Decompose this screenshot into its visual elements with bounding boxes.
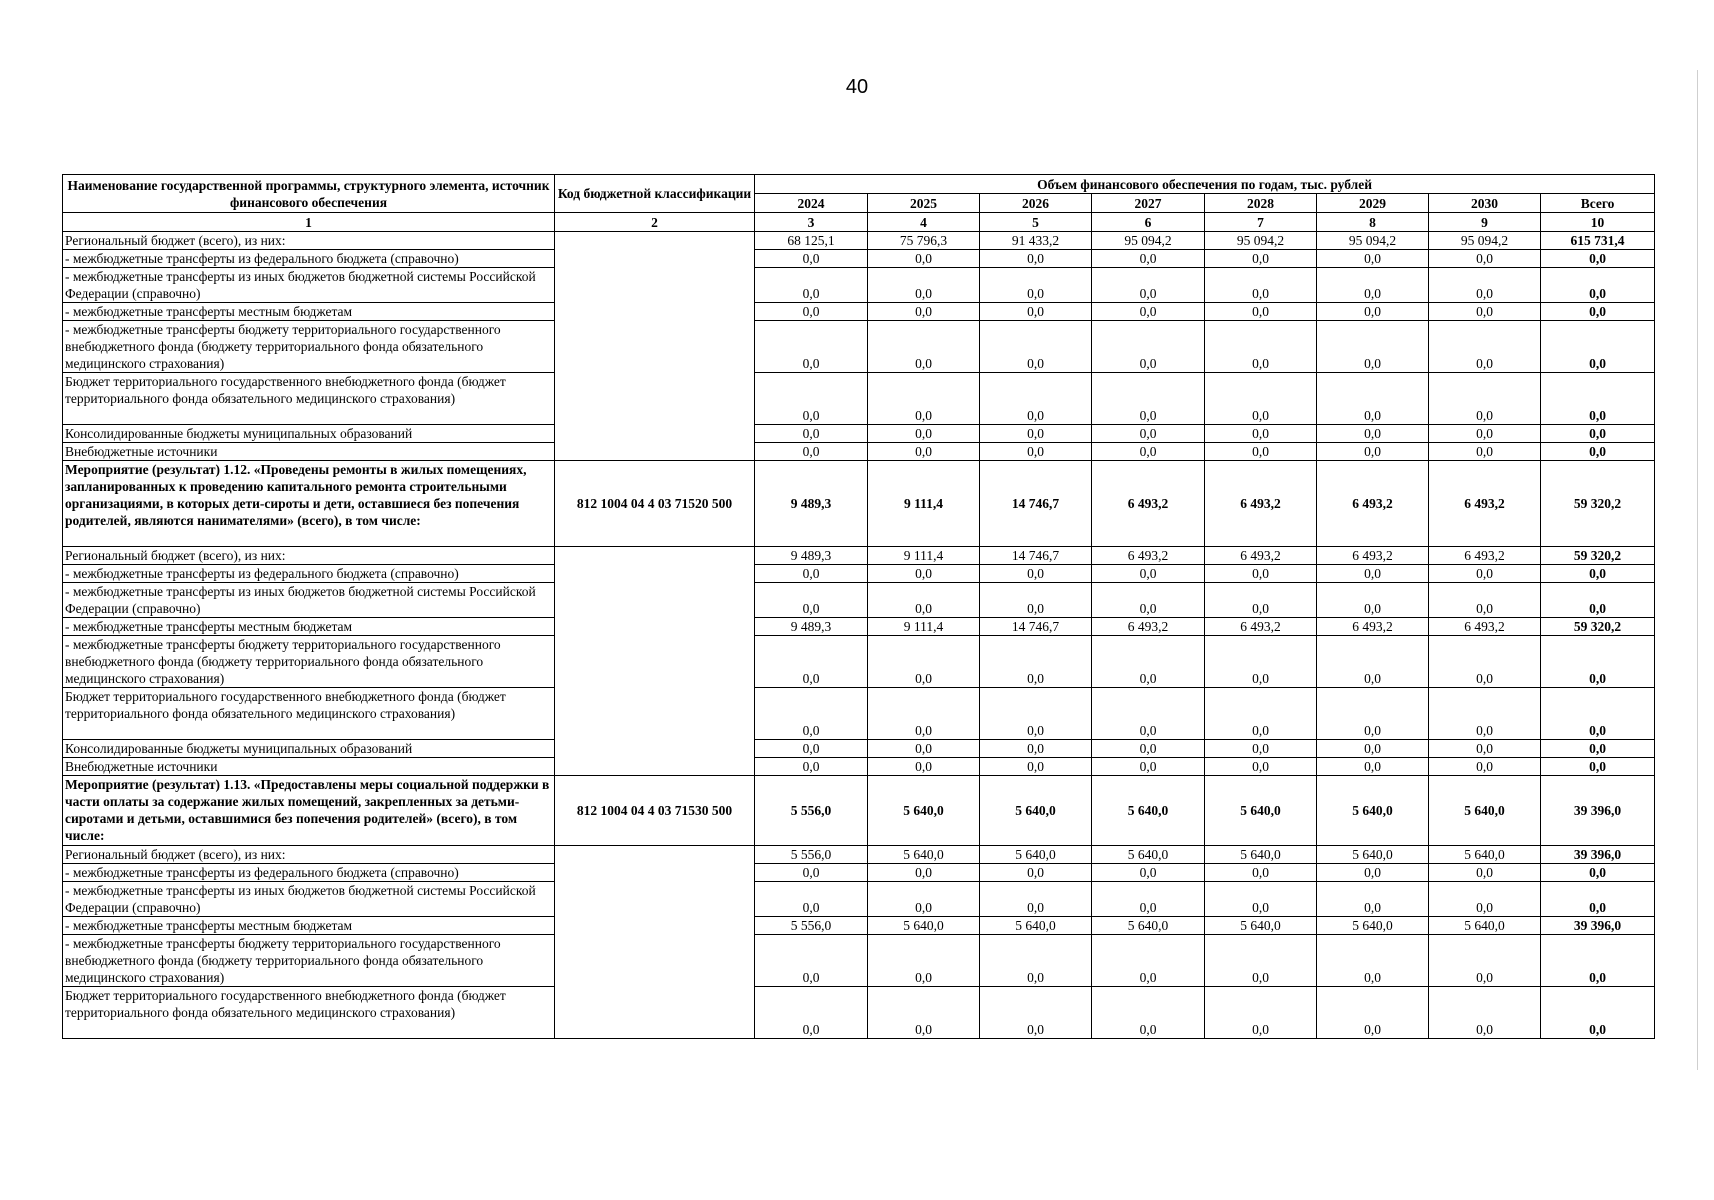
header-year: 2030 — [1429, 194, 1541, 213]
value-cell: 0,0 — [868, 688, 980, 740]
value-cell: 0,0 — [755, 636, 868, 688]
table-row — [63, 864, 1655, 882]
total-cell: 59 320,2 — [1541, 461, 1655, 547]
value-cell: 5 640,0 — [1317, 917, 1429, 935]
row-name: - межбюджетные трансферты из иных бюджетов бюджетной системы Российской Федерации (справочно) — [63, 583, 555, 618]
row-name: Внебюджетные источники — [63, 443, 555, 461]
value-cell: 0,0 — [1205, 583, 1317, 618]
value-cell: 0,0 — [980, 321, 1092, 373]
value-cell: 0,0 — [1092, 758, 1205, 776]
value-cell: 0,0 — [1092, 443, 1205, 461]
value-cell: 0,0 — [1317, 268, 1429, 303]
value-cell: 0,0 — [755, 987, 868, 1039]
value-cell: 0,0 — [1317, 758, 1429, 776]
value-cell: 5 640,0 — [1317, 776, 1429, 846]
value-cell: 0,0 — [1429, 882, 1541, 917]
total-cell: 0,0 — [1541, 443, 1655, 461]
table-row — [63, 232, 1655, 250]
row-name: - межбюджетные трансферты бюджету территориального государственного внебюджетного фонда (бюджету территориального фонда обязательного медицинского страхования) — [63, 636, 555, 688]
value-cell: 0,0 — [1429, 583, 1541, 618]
value-cell: 0,0 — [1429, 740, 1541, 758]
column-number: 9 — [1429, 213, 1541, 232]
value-cell: 9 111,4 — [868, 547, 980, 565]
value-cell: 0,0 — [980, 636, 1092, 688]
value-cell: 0,0 — [1092, 425, 1205, 443]
funding-table-container — [62, 174, 1654, 1039]
column-number: 4 — [868, 213, 980, 232]
value-cell: 0,0 — [1317, 636, 1429, 688]
row-name: - межбюджетные трансферты бюджету территориального государственного внебюджетного фонда (бюджету территориального фонда обязательного медицинского страхования) — [63, 321, 555, 373]
value-cell: 9 489,3 — [755, 461, 868, 547]
value-cell: 0,0 — [1092, 321, 1205, 373]
value-cell: 0,0 — [755, 268, 868, 303]
column-number: 8 — [1317, 213, 1429, 232]
column-number: 7 — [1205, 213, 1317, 232]
value-cell: 0,0 — [1317, 321, 1429, 373]
total-cell: 0,0 — [1541, 740, 1655, 758]
value-cell: 0,0 — [980, 565, 1092, 583]
total-cell: 0,0 — [1541, 565, 1655, 583]
table-row — [63, 565, 1655, 583]
total-cell: 59 320,2 — [1541, 547, 1655, 565]
value-cell: 0,0 — [1205, 425, 1317, 443]
column-number: 6 — [1092, 213, 1205, 232]
funding-table — [62, 174, 1655, 1039]
value-cell: 0,0 — [1205, 321, 1317, 373]
value-cell: 0,0 — [868, 987, 980, 1039]
value-cell: 0,0 — [868, 373, 980, 425]
value-cell: 5 640,0 — [980, 776, 1092, 846]
table-row — [63, 758, 1655, 776]
value-cell: 0,0 — [1092, 250, 1205, 268]
total-cell: 0,0 — [1541, 864, 1655, 882]
value-cell: 6 493,2 — [1205, 461, 1317, 547]
value-cell: 0,0 — [755, 425, 868, 443]
table-row — [63, 618, 1655, 636]
value-cell: 0,0 — [1317, 425, 1429, 443]
table-row — [63, 583, 1655, 618]
page-number: 40 — [845, 76, 869, 98]
column-number: 3 — [755, 213, 868, 232]
table-row — [63, 935, 1655, 987]
event-row — [63, 461, 1655, 547]
table-row — [63, 846, 1655, 864]
value-cell: 0,0 — [1429, 758, 1541, 776]
table-row — [63, 917, 1655, 935]
row-name: Бюджет территориального государственного внебюджетного фонда (бюджет территориального фонда обязательного медицинского страхования) — [63, 987, 555, 1039]
value-cell: 0,0 — [1429, 321, 1541, 373]
table-row — [63, 443, 1655, 461]
value-cell: 5 640,0 — [1092, 776, 1205, 846]
table-row — [63, 740, 1655, 758]
value-cell: 0,0 — [1317, 882, 1429, 917]
value-cell: 0,0 — [1317, 373, 1429, 425]
value-cell: 0,0 — [1429, 864, 1541, 882]
value-cell: 5 556,0 — [755, 846, 868, 864]
value-cell: 0,0 — [980, 740, 1092, 758]
value-cell: 5 640,0 — [1092, 917, 1205, 935]
total-cell: 0,0 — [1541, 882, 1655, 917]
value-cell: 6 493,2 — [1317, 618, 1429, 636]
value-cell: 0,0 — [868, 935, 980, 987]
value-cell: 0,0 — [980, 443, 1092, 461]
header-year: 2029 — [1317, 194, 1429, 213]
total-cell: 0,0 — [1541, 303, 1655, 321]
value-cell: 14 746,7 — [980, 461, 1092, 547]
value-cell: 0,0 — [1429, 987, 1541, 1039]
row-name: Консолидированные бюджеты муниципальных образований — [63, 425, 555, 443]
total-cell: 0,0 — [1541, 935, 1655, 987]
value-cell: 0,0 — [1317, 303, 1429, 321]
value-cell: 0,0 — [980, 864, 1092, 882]
row-name: - межбюджетные трансферты из иных бюджетов бюджетной системы Российской Федерации (справочно) — [63, 268, 555, 303]
value-cell: 0,0 — [868, 250, 980, 268]
table-row — [63, 882, 1655, 917]
row-name: - межбюджетные трансферты местным бюджетам — [63, 917, 555, 935]
value-cell: 0,0 — [1092, 987, 1205, 1039]
value-cell: 5 640,0 — [1429, 917, 1541, 935]
value-cell: 0,0 — [1317, 565, 1429, 583]
total-cell: 0,0 — [1541, 987, 1655, 1039]
value-cell: 5 640,0 — [1429, 846, 1541, 864]
value-cell: 5 556,0 — [755, 917, 868, 935]
budget-code-empty — [555, 547, 755, 776]
header-year: 2024 — [755, 194, 868, 213]
value-cell: 0,0 — [1317, 864, 1429, 882]
row-name: Бюджет территориального государственного внебюджетного фонда (бюджет территориального фонда обязательного медицинского страхования) — [63, 373, 555, 425]
row-name: Бюджет территориального государственного внебюджетного фонда (бюджет территориального фонда обязательного медицинского страхования) — [63, 688, 555, 740]
table-row — [63, 688, 1655, 740]
value-cell: 0,0 — [755, 688, 868, 740]
value-cell: 0,0 — [1205, 565, 1317, 583]
value-cell: 6 493,2 — [1205, 618, 1317, 636]
total-cell: 0,0 — [1541, 321, 1655, 373]
value-cell: 0,0 — [868, 758, 980, 776]
value-cell: 75 796,3 — [868, 232, 980, 250]
value-cell: 0,0 — [1429, 373, 1541, 425]
value-cell: 0,0 — [980, 373, 1092, 425]
row-name: - межбюджетные трансферты из федерального бюджета (справочно) — [63, 250, 555, 268]
value-cell: 95 094,2 — [1092, 232, 1205, 250]
column-number: 1 — [63, 213, 555, 232]
value-cell: 0,0 — [980, 688, 1092, 740]
value-cell: 0,0 — [755, 321, 868, 373]
total-cell: 0,0 — [1541, 425, 1655, 443]
table-row — [63, 268, 1655, 303]
value-cell: 5 640,0 — [1092, 846, 1205, 864]
row-name: Региональный бюджет (всего), из них: — [63, 846, 555, 864]
value-cell: 0,0 — [1092, 864, 1205, 882]
value-cell: 0,0 — [1092, 636, 1205, 688]
row-name: - межбюджетные трансферты из федерального бюджета (справочно) — [63, 864, 555, 882]
total-cell: 0,0 — [1541, 373, 1655, 425]
value-cell: 0,0 — [868, 740, 980, 758]
value-cell: 0,0 — [1205, 987, 1317, 1039]
value-cell: 0,0 — [1092, 882, 1205, 917]
value-cell: 6 493,2 — [1317, 547, 1429, 565]
value-cell: 0,0 — [868, 583, 980, 618]
value-cell: 0,0 — [755, 864, 868, 882]
row-name: Внебюджетные источники — [63, 758, 555, 776]
row-name: Региональный бюджет (всего), из них: — [63, 547, 555, 565]
column-number: 2 — [555, 213, 755, 232]
table-row — [63, 321, 1655, 373]
row-name: - межбюджетные трансферты бюджету территориального государственного внебюджетного фонда (бюджету территориального фонда обязательного медицинского страхования) — [63, 935, 555, 987]
value-cell: 0,0 — [755, 758, 868, 776]
value-cell: 0,0 — [1317, 688, 1429, 740]
table-row — [63, 250, 1655, 268]
header-year: 2027 — [1092, 194, 1205, 213]
value-cell: 0,0 — [868, 882, 980, 917]
value-cell: 0,0 — [755, 740, 868, 758]
value-cell: 0,0 — [980, 758, 1092, 776]
page-edge-line — [1697, 70, 1698, 1070]
row-name: - межбюджетные трансферты местным бюджетам — [63, 303, 555, 321]
total-cell: 0,0 — [1541, 250, 1655, 268]
table-header — [63, 175, 1655, 232]
value-cell: 0,0 — [868, 636, 980, 688]
value-cell: 95 094,2 — [1429, 232, 1541, 250]
value-cell: 91 433,2 — [980, 232, 1092, 250]
row-name: - межбюджетные трансферты из федерального бюджета (справочно) — [63, 565, 555, 583]
value-cell: 0,0 — [1205, 373, 1317, 425]
value-cell: 0,0 — [1205, 758, 1317, 776]
value-cell: 0,0 — [1092, 583, 1205, 618]
value-cell: 0,0 — [755, 303, 868, 321]
value-cell: 0,0 — [1205, 636, 1317, 688]
value-cell: 0,0 — [1317, 443, 1429, 461]
value-cell: 0,0 — [755, 565, 868, 583]
value-cell: 6 493,2 — [1092, 461, 1205, 547]
value-cell: 5 640,0 — [868, 917, 980, 935]
value-cell: 6 493,2 — [1429, 618, 1541, 636]
row-name: - межбюджетные трансферты местным бюджетам — [63, 618, 555, 636]
table-row — [63, 636, 1655, 688]
header-funding: Объем финансового обеспечения по годам, тыс. рублей — [755, 175, 1655, 194]
value-cell: 0,0 — [755, 583, 868, 618]
value-cell: 0,0 — [1092, 373, 1205, 425]
value-cell: 0,0 — [1092, 565, 1205, 583]
value-cell: 0,0 — [1429, 425, 1541, 443]
value-cell: 0,0 — [1429, 268, 1541, 303]
value-cell: 0,0 — [1429, 636, 1541, 688]
value-cell: 9 489,3 — [755, 618, 868, 636]
header-code: Код бюджетной классификации — [555, 175, 755, 213]
header-year: 2025 — [868, 194, 980, 213]
value-cell: 0,0 — [755, 443, 868, 461]
value-cell: 0,0 — [1205, 303, 1317, 321]
value-cell: 6 493,2 — [1429, 461, 1541, 547]
value-cell: 0,0 — [1205, 935, 1317, 987]
value-cell: 0,0 — [980, 987, 1092, 1039]
value-cell: 0,0 — [1429, 565, 1541, 583]
value-cell: 0,0 — [980, 425, 1092, 443]
column-number: 10 — [1541, 213, 1655, 232]
total-cell: 0,0 — [1541, 583, 1655, 618]
value-cell: 0,0 — [1317, 740, 1429, 758]
value-cell: 5 640,0 — [868, 776, 980, 846]
total-cell: 39 396,0 — [1541, 846, 1655, 864]
budget-code-empty — [555, 232, 755, 461]
value-cell: 0,0 — [980, 303, 1092, 321]
value-cell: 14 746,7 — [980, 618, 1092, 636]
value-cell: 0,0 — [868, 864, 980, 882]
value-cell: 0,0 — [1092, 303, 1205, 321]
value-cell: 0,0 — [1429, 688, 1541, 740]
value-cell: 0,0 — [1092, 268, 1205, 303]
value-cell: 6 493,2 — [1092, 618, 1205, 636]
header-year: 2026 — [980, 194, 1092, 213]
value-cell: 0,0 — [1205, 864, 1317, 882]
value-cell: 0,0 — [868, 321, 980, 373]
value-cell: 9 111,4 — [868, 618, 980, 636]
value-cell: 5 640,0 — [1205, 846, 1317, 864]
value-cell: 0,0 — [1092, 740, 1205, 758]
value-cell: 0,0 — [1205, 688, 1317, 740]
table-body — [63, 232, 1655, 1039]
value-cell: 6 493,2 — [1092, 547, 1205, 565]
value-cell: 0,0 — [1092, 688, 1205, 740]
value-cell: 68 125,1 — [755, 232, 868, 250]
row-name: - межбюджетные трансферты из иных бюджетов бюджетной системы Российской Федерации (справочно) — [63, 882, 555, 917]
value-cell: 5 556,0 — [755, 776, 868, 846]
header-name: Наименование государственной программы, структурного элемента, источник финансового обеспечения — [63, 175, 555, 213]
value-cell: 5 640,0 — [980, 917, 1092, 935]
event-name: Мероприятие (результат) 1.12. «Проведены ремонты в жилых помещениях, запланированных к проведению капитального ремонта строительными организациями, в которых дети-сироты и дети, оставшиеся без попечения родителей, являются нанимателями» (всего), в том числе: — [63, 461, 555, 547]
value-cell: 5 640,0 — [868, 846, 980, 864]
value-cell: 0,0 — [1429, 443, 1541, 461]
table-row — [63, 303, 1655, 321]
total-cell: 59 320,2 — [1541, 618, 1655, 636]
total-cell: 39 396,0 — [1541, 776, 1655, 846]
value-cell: 0,0 — [1429, 250, 1541, 268]
value-cell: 0,0 — [755, 935, 868, 987]
value-cell: 5 640,0 — [1205, 917, 1317, 935]
column-number-row — [63, 213, 1655, 232]
value-cell: 95 094,2 — [1205, 232, 1317, 250]
value-cell: 5 640,0 — [1317, 846, 1429, 864]
value-cell: 0,0 — [868, 268, 980, 303]
value-cell: 5 640,0 — [1205, 776, 1317, 846]
value-cell: 6 493,2 — [1205, 547, 1317, 565]
value-cell: 6 493,2 — [1429, 547, 1541, 565]
value-cell: 5 640,0 — [1429, 776, 1541, 846]
value-cell: 0,0 — [755, 882, 868, 917]
event-row — [63, 776, 1655, 846]
total-cell: 0,0 — [1541, 268, 1655, 303]
table-row — [63, 373, 1655, 425]
value-cell: 0,0 — [868, 303, 980, 321]
value-cell: 0,0 — [868, 425, 980, 443]
column-number: 5 — [980, 213, 1092, 232]
value-cell: 9 489,3 — [755, 547, 868, 565]
value-cell: 6 493,2 — [1317, 461, 1429, 547]
row-name: Региональный бюджет (всего), из них: — [63, 232, 555, 250]
value-cell: 0,0 — [868, 443, 980, 461]
header-total: Всего — [1541, 194, 1655, 213]
value-cell: 0,0 — [755, 373, 868, 425]
value-cell: 0,0 — [1317, 583, 1429, 618]
value-cell: 14 746,7 — [980, 547, 1092, 565]
value-cell: 95 094,2 — [1317, 232, 1429, 250]
value-cell: 0,0 — [868, 565, 980, 583]
row-name: Консолидированные бюджеты муниципальных образований — [63, 740, 555, 758]
total-cell: 0,0 — [1541, 688, 1655, 740]
table-row — [63, 987, 1655, 1039]
table-row — [63, 547, 1655, 565]
total-cell: 615 731,4 — [1541, 232, 1655, 250]
value-cell: 5 640,0 — [980, 846, 1092, 864]
value-cell: 0,0 — [1205, 882, 1317, 917]
value-cell: 0,0 — [1317, 935, 1429, 987]
value-cell: 9 111,4 — [868, 461, 980, 547]
value-cell: 0,0 — [1205, 268, 1317, 303]
value-cell: 0,0 — [980, 583, 1092, 618]
value-cell: 0,0 — [1092, 935, 1205, 987]
total-cell: 39 396,0 — [1541, 917, 1655, 935]
value-cell: 0,0 — [980, 250, 1092, 268]
value-cell: 0,0 — [755, 250, 868, 268]
total-cell: 0,0 — [1541, 636, 1655, 688]
value-cell: 0,0 — [1205, 740, 1317, 758]
value-cell: 0,0 — [1205, 250, 1317, 268]
budget-code: 812 1004 04 4 03 71530 500 — [555, 776, 755, 846]
value-cell: 0,0 — [980, 882, 1092, 917]
value-cell: 0,0 — [1317, 250, 1429, 268]
value-cell: 0,0 — [1429, 935, 1541, 987]
budget-code: 812 1004 04 4 03 71520 500 — [555, 461, 755, 547]
table-row — [63, 425, 1655, 443]
event-name: Мероприятие (результат) 1.13. «Предоставлены меры социальной поддержки в части оплаты за содержание жилых помещений, закрепленных за детьми-сиротами и детьми, оставшимися без попечения родителей» (всего), в том числе: — [63, 776, 555, 846]
value-cell: 0,0 — [1205, 443, 1317, 461]
value-cell: 0,0 — [980, 935, 1092, 987]
value-cell: 0,0 — [1429, 303, 1541, 321]
header-year: 2028 — [1205, 194, 1317, 213]
value-cell: 0,0 — [1317, 987, 1429, 1039]
value-cell: 0,0 — [980, 268, 1092, 303]
total-cell: 0,0 — [1541, 758, 1655, 776]
budget-code-empty — [555, 846, 755, 1039]
